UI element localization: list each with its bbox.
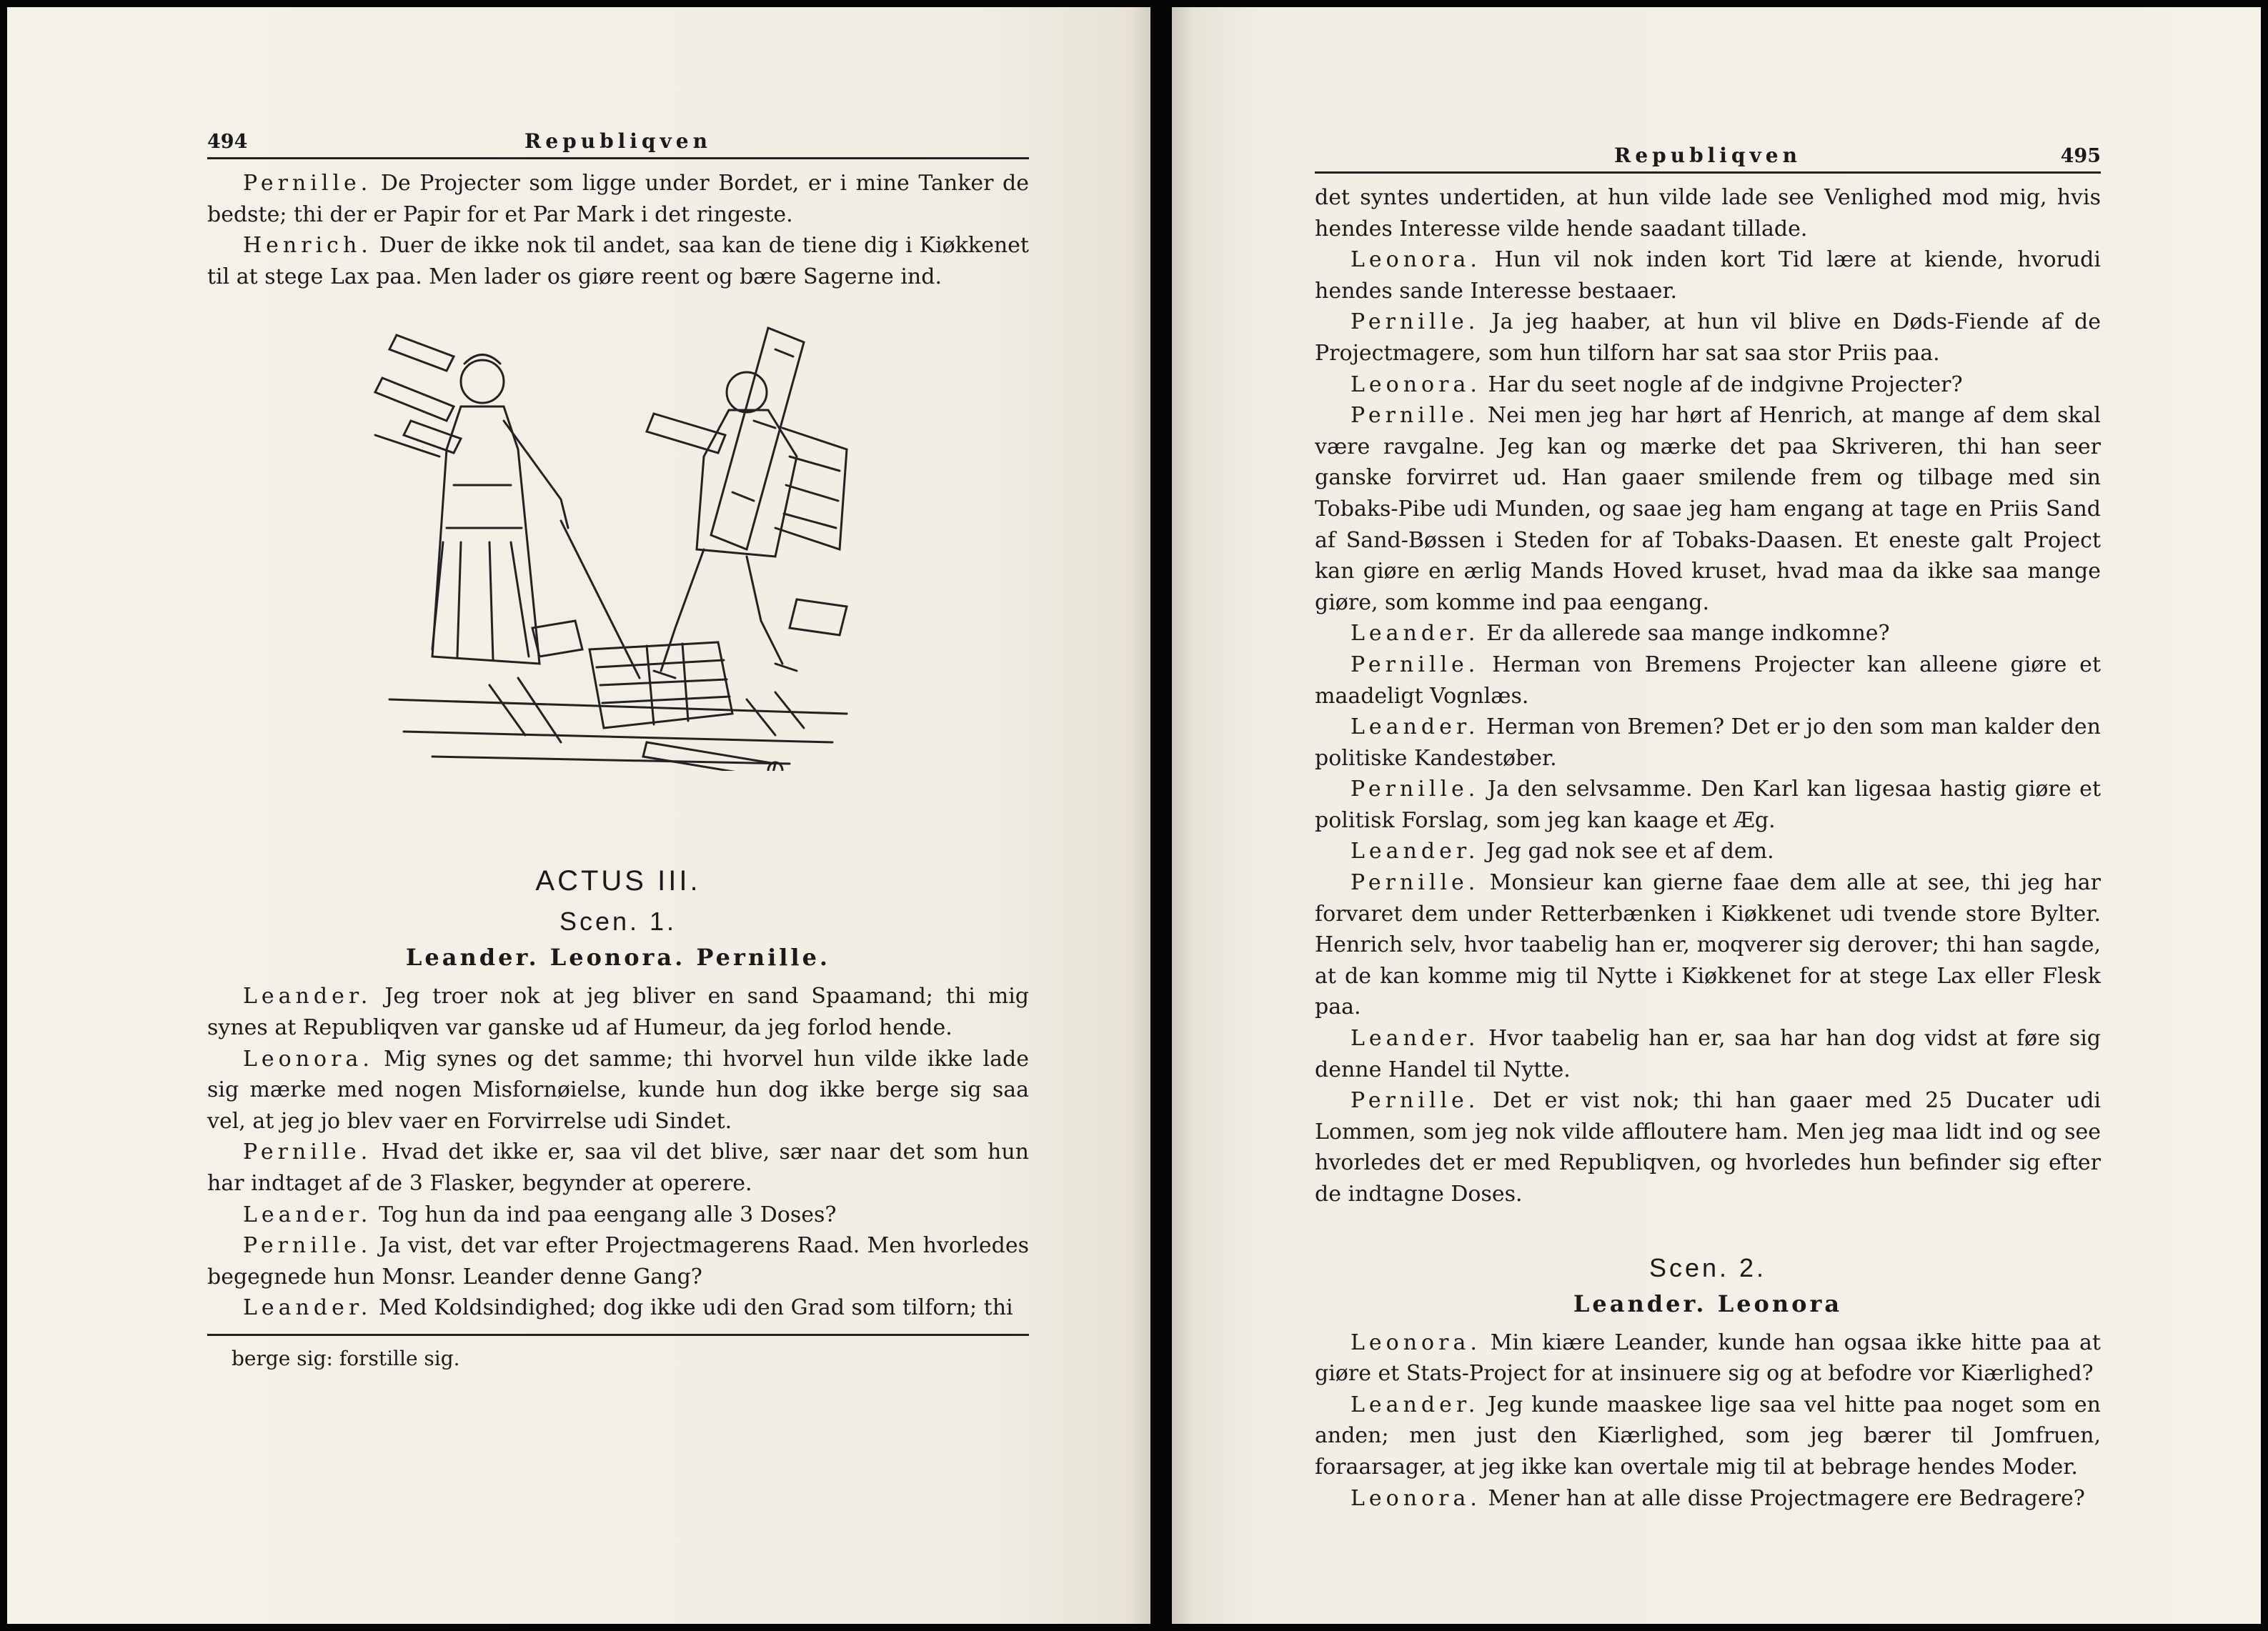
- dialogue-text: det syntes undertiden, at hun vilde lade see Venlighed mod mig, hvis hendes Interesse vilde hende saadant tillade.: [1315, 185, 2101, 241]
- running-title: Republiqven: [524, 129, 712, 153]
- dialogue-text: Jeg gad nok see et af dem.: [1479, 839, 1774, 864]
- dialogue-text: Jeg troer nok at jeg bliver en sand Spaamand; thi mig synes at Republiqven var ganske ud af Humeur, da jeg forlod hende.: [207, 984, 1029, 1040]
- dialogue-block: [1315, 182, 2101, 1210]
- dialogue-paragraph: [1315, 712, 2101, 774]
- speaker-name: Pernille.: [243, 171, 372, 196]
- dialogue-text: De Projecter som ligge under Bordet, er i mine Tanker de bedste; thi der er Papir for et Par Mark i det ringeste.: [207, 171, 1029, 227]
- speaker-name: Leander.: [243, 1202, 372, 1227]
- illustration-woodcut: [347, 314, 890, 771]
- footnote: berge sig: forstille sig.: [232, 1346, 460, 1370]
- speaker-name: Pernille.: [1351, 777, 1480, 802]
- dialogue-text: Duer de ikke nok til andet, saa kan de tiene dig i Kiøkkenet til at stege Lax paa. Men lader os giøre reent og bære Sagerne ind.: [207, 233, 1029, 289]
- dialogue-paragraph: [1315, 618, 2101, 649]
- running-head: [207, 121, 1029, 159]
- speaker-name: Pernille.: [243, 1139, 372, 1165]
- speaker-name: Leander.: [1351, 1026, 1480, 1052]
- dialogue-paragraph: [1315, 182, 2101, 244]
- right-page: [1172, 7, 2261, 1624]
- scene-persons: Leander. Leonora: [1573, 1290, 1843, 1317]
- speaker-name: Leander.: [1351, 621, 1480, 647]
- dialogue-paragraph: [1315, 1085, 2101, 1209]
- speaker-name: Leander.: [243, 984, 372, 1009]
- dialogue-text: Herman von Bremen? Det er jo den som man kalder den politiske Kandestøber.: [1315, 714, 2101, 771]
- speaker-name: Leander.: [1351, 1392, 1480, 1417]
- speaker-name: Leonora.: [1351, 371, 1481, 397]
- speaker-name: Leander.: [1351, 714, 1480, 740]
- dialogue-block: [207, 981, 1029, 1324]
- speaker-name: Pernille.: [1351, 652, 1480, 677]
- scene-heading: Scen. 2.: [1648, 1252, 1767, 1282]
- dialogue-paragraph: [207, 168, 1029, 230]
- speaker-name: Pernille.: [1351, 870, 1480, 896]
- dialogue-paragraph: [1315, 306, 2101, 369]
- dialogue-paragraph: [207, 1292, 1029, 1324]
- dialogue-paragraph: [1315, 1390, 2101, 1483]
- dialogue-text: Ja jeg haaber, at hun vil blive en Døds-Fiende af de Projectmagere, som hun tilforn har sat saa stor Priis paa.: [1315, 309, 2101, 366]
- speaker-name: Pernille.: [1351, 1088, 1480, 1114]
- running-title: Republiqven: [1614, 144, 1801, 167]
- dialogue-text: Ja den selvsamme. Den Karl kan ligesaa hastig giøre et politisk Forslag, som jeg kan kaage et Æg.: [1315, 777, 2101, 833]
- dialogue-paragraph: [207, 1230, 1029, 1292]
- dialogue-text: Er da allerede saa mange indkomne?: [1479, 621, 1890, 647]
- dialogue-text: Har du seet nogle af de indgivne Projecter?: [1481, 371, 1963, 397]
- dialogue-paragraph: [1315, 867, 2101, 1023]
- dialogue-paragraph: [207, 1199, 1029, 1231]
- dialogue-text: Hun vil nok inden kort Tid lære at kiende, hvorudi hendes sande Interesse bestaaer.: [1315, 247, 2101, 304]
- left-page-content: [207, 121, 1029, 1375]
- dialogue-text: Det er vist nok; thi han gaaer med 25 Ducater udi Lommen, som jeg nok vilde affloutere ham. Men jeg maa lidt ind og see hvorledes det er med Republiqven, og hvorledes hun befinder sig efter de indtagne Doses.: [1315, 1088, 2101, 1207]
- dialogue-paragraph: [1315, 774, 2101, 836]
- speaker-name: Pernille.: [1351, 403, 1480, 429]
- dialogue-paragraph: [1315, 1023, 2101, 1085]
- dialogue-block: [207, 168, 1029, 292]
- dialogue-text: Tog hun da ind paa eengang alle 3 Doses?: [372, 1202, 837, 1227]
- footnote-rule: [207, 1334, 1029, 1336]
- dialogue-text: Ja vist, det var efter Projectmagerens Raad. Men hvorledes begegnede hun Monsr. Leander denne Gang?: [207, 1233, 1029, 1290]
- speaker-name: Pernille.: [1351, 309, 1480, 335]
- dialogue-text: Nei men jeg har hørt af Henrich, at mange af dem skal være ravgalne. Jeg kan og mærke det paa Skriveren, thi han seer ganske forvirret ud. Han gaaer smilende frem og tilbage med sin Tobaks-Pibe udi Munden, og saae jeg ham engang at tage en Priis Sand af Sand-Bøssen i Steden for af Tobaks-Daasen. Et eneste galt Project kan giøre en ærlig Mands Hoved kruset, hvad maa da ikke saa mange giøre, som komme ind paa eengang.: [1315, 403, 2101, 615]
- scene-heading: Scen. 1.: [559, 907, 677, 937]
- speaker-name: Henrich.: [243, 233, 372, 259]
- gutter-shadow: [1172, 7, 1193, 1624]
- dialogue-text: Med Koldsindighed; dog ikke udi den Grad som tilforn; thi: [372, 1295, 1013, 1321]
- dialogue-paragraph: [1315, 1327, 2101, 1390]
- dialogue-paragraph: [1315, 369, 2101, 401]
- dialogue-paragraph: [1315, 244, 2101, 306]
- page-number: 494: [207, 131, 248, 153]
- speaker-name: Leander.: [243, 1295, 372, 1321]
- right-page-content: [1315, 136, 2101, 1514]
- left-page: [7, 7, 1150, 1624]
- act-heading: ACTUS III.: [535, 865, 701, 897]
- speaker-name: Pernille.: [243, 1233, 372, 1259]
- dialogue-paragraph: [207, 1137, 1029, 1199]
- dialogue-block: [1315, 1327, 2101, 1515]
- dialogue-text: Mener han at alle disse Projectmagere ere Bedragere?: [1481, 1485, 2085, 1511]
- speaker-name: Leonora.: [1351, 247, 1481, 273]
- gutter-shadow: [1129, 7, 1150, 1624]
- dialogue-text: Min kiære Leander, kunde han ogsaa ikke hitte paa at giøre et Stats-Project for at insinuere sig og at befodre vor Kiærlighed?: [1315, 1330, 2101, 1387]
- speaker-name: Leonora.: [243, 1046, 374, 1072]
- dialogue-paragraph: [207, 981, 1029, 1043]
- dialogue-text: Jeg kunde maaskee lige saa vel hitte paa noget som en anden; men just den Kiærlighed, som jeg bærer til Jomfruen, foraarsager, at jeg ikke kan overtale mig til at bebrage hendes Moder.: [1315, 1392, 2101, 1480]
- running-head: [1315, 136, 2101, 174]
- dialogue-paragraph: [207, 1044, 1029, 1137]
- speaker-name: Leonora.: [1351, 1485, 1481, 1511]
- scene-persons: Leander. Leonora. Pernille.: [405, 944, 831, 972]
- dialogue-paragraph: [207, 230, 1029, 292]
- dialogue-paragraph: [1315, 1483, 2101, 1515]
- dialogue-paragraph: [1315, 400, 2101, 618]
- dialogue-paragraph: [1315, 649, 2101, 712]
- dialogue-paragraph: [1315, 836, 2101, 867]
- dialogue-text: Mig synes og det samme; thi hvorvel hun vilde ikke lade sig mærke med nogen Misfornøielse, kunde hun dog ikke berge sig saa vel, at jeg jo blev vaer en Forvirrelse udi Sindet.: [207, 1046, 1029, 1134]
- dialogue-text: Monsieur kan gierne faae dem alle at see, thi jeg har forvaret dem under Retterbænken i Kiøkkenet udi tvende store Bylter. Henrich selv, hvor taabelig han er, moqverer sig derover; thi han sagde, at de kan komme mig til Nytte i Kiøkkenet for at stege Lax eller Flesk paa.: [1315, 870, 2101, 1020]
- speaker-name: Leander.: [1351, 839, 1480, 864]
- page-number: 495: [2060, 145, 2101, 167]
- dialogue-text: Hvor taabelig han er, saa har han dog vidst at føre sig denne Handel til Nytte.: [1315, 1026, 2101, 1082]
- dialogue-text: Herman von Bremens Projecter kan alleene giøre et maadeligt Vognlæs.: [1315, 652, 2101, 709]
- speaker-name: Leonora.: [1351, 1330, 1481, 1355]
- dialogue-text: Hvad det ikke er, saa vil det blive, sær naar det som hun har indtaget af de 3 Flasker, begynder at operere.: [207, 1139, 1029, 1196]
